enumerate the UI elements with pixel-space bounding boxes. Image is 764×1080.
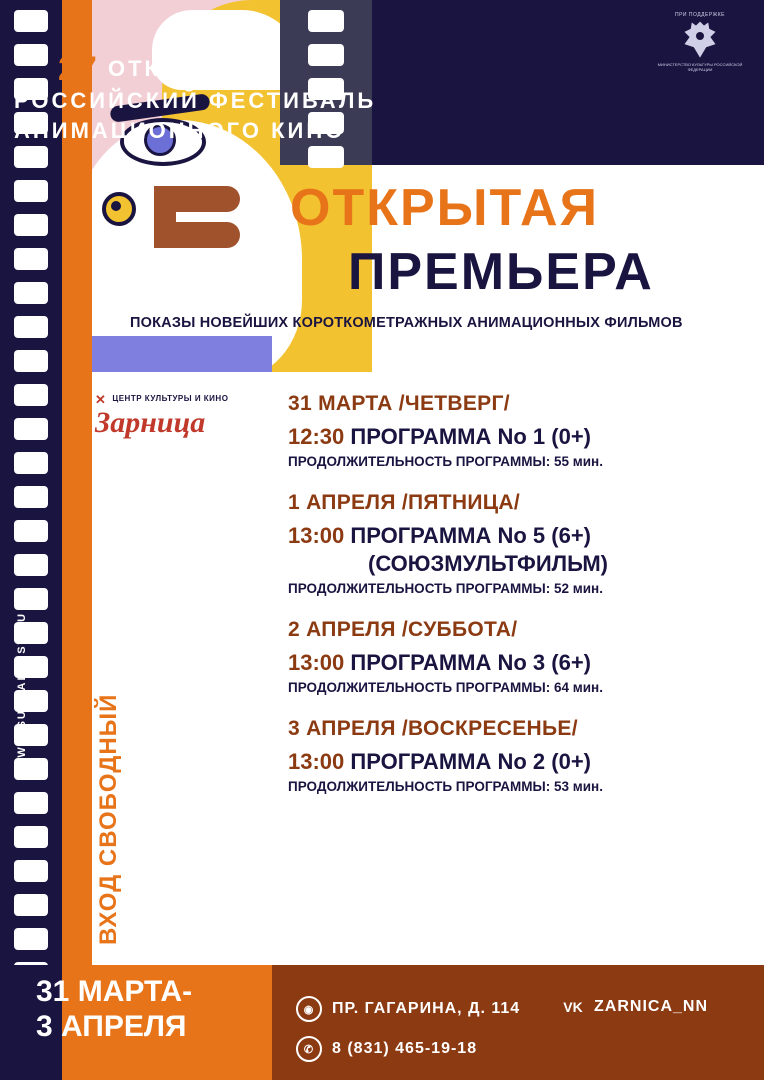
filmstrip-hole [308,146,344,168]
schedule-duration: ПРОДОЛЖИТЕЛЬНОСТЬ ПРОГРАММЫ: 53 мин. [288,779,603,794]
schedule-date: 3 АПРЕЛЯ /ВОСКРЕСЕНЬЕ/ [288,717,578,740]
filmstrip-hole [14,180,48,202]
schedule-program-line [288,424,748,450]
venue-logo [95,392,285,440]
festival-title-line3: АНИМАЦИОННОГО КИНО [14,118,346,143]
website-url: WWW.SUZDALFEST.RU [16,611,28,770]
footer-vk[interactable] [562,996,708,1018]
footer-phone [296,1036,477,1062]
beak-upper-shape [154,186,240,212]
footer-phone-text: 8 (831) 465-19-18 [332,1040,478,1057]
schedule-program: ПРОГРАММА No 1 (0+) [350,424,591,449]
bird-eye-pupil-shape [111,201,121,211]
free-entry-text: ВХОД СВОБОДНЫЙ [95,693,122,945]
schedule-program-line [288,523,748,549]
footer-vk-handle: ZARNICA_NN [594,998,708,1015]
schedule-duration: ПРОДОЛЖИТЕЛЬНОСТЬ ПРОГРАММЫ: 64 мин. [288,680,603,695]
double-headed-eagle-icon [682,20,718,60]
schedule-program-line [288,749,748,775]
filmstrip-hole [14,316,48,338]
schedule-program: ПРОГРАММА No 2 (0+) [350,749,591,774]
filmstrip-hole [14,860,48,882]
vk-icon: VK [563,999,583,1015]
schedule-item [288,618,748,695]
schedule-date: 1 АПРЕЛЯ /ПЯТНИЦА/ [288,491,521,514]
filmstrip-holes [14,10,48,1070]
location-pin-icon: ◉ [296,996,322,1022]
poster-subtitle: ПОКАЗЫ НОВЕЙШИХ КОРОТКОМЕТРАЖНЫХ АНИМАЦИОННЫХ ФИЛЬМОВ [130,315,683,331]
ministry-emblem [654,12,746,72]
emblem-support-caption: ПРИ ПОДДЕРЖКЕ [674,12,726,18]
schedule-date: 2 АПРЕЛЯ /СУББОТА/ [288,618,518,641]
venue-kicker: ЦЕНТР КУЛЬТУРЫ И КИНО [112,394,229,403]
footer-contacts-bar [272,965,764,1080]
filmstrip-hole [14,248,48,270]
venue-name: Зарница [95,406,206,439]
filmstrip-hole [14,384,48,406]
footer-dates [36,975,266,1044]
schedule-list [288,392,748,816]
filmstrip-hole [14,792,48,814]
filmstrip-hole [14,214,48,236]
schedule-duration: ПРОДОЛЖИТЕЛЬНОСТЬ ПРОГРАММЫ: 52 мин. [288,581,603,596]
schedule-program-line [288,650,748,676]
schedule-time: 13:00 [288,650,345,675]
filmstrip-hole [14,826,48,848]
filmstrip-hole [14,486,48,508]
schedule-time: 13:00 [288,749,345,774]
schedule-program-secondary: (СОЮЗМУЛЬТФИЛЬМ) [368,551,608,576]
venue-cross-icon: ✕ [95,392,106,407]
purple-strip-shape [92,336,272,372]
footer-address-text: ПР. ГАГАРИНА, Д. 114 [332,1000,521,1017]
schedule-duration: ПРОДОЛЖИТЕЛЬНОСТЬ ПРОГРАММЫ: 55 мин. [288,454,603,469]
filmstrip-hole [14,44,48,66]
schedule-time: 12:30 [288,424,345,449]
filmstrip-hole [14,146,48,168]
filmstrip-hole [308,10,344,32]
poster-title-line1: ОТКРЫТАЯ [290,179,599,237]
festival-edition-number: 27 [58,50,98,88]
festival-title-line1: ОТКРЫТЫЙ [108,56,263,81]
emblem-ministry-caption: МИНИСТЕРСТВО КУЛЬТУРЫ РОССИЙСКОЙ ФЕДЕРАЦИИ [657,62,743,73]
left-filmstrip [0,0,62,1080]
filmstrip-hole [14,928,48,950]
filmstrip-hole [14,350,48,372]
footer-dates-line1: 31 МАРТА- [36,975,193,1008]
schedule-program: ПРОГРАММА No 3 (6+) [350,650,591,675]
schedule-time: 13:00 [288,523,345,548]
filmstrip-hole [14,282,48,304]
schedule-item [288,717,748,794]
filmstrip-hole [14,520,48,542]
filmstrip-hole [14,452,48,474]
filmstrip-hole [14,10,48,32]
footer-dates-line2: 3 АПРЕЛЯ [36,1009,187,1043]
festival-title-line2: РОССИЙСКИЙ ФЕСТИВАЛЬ [14,88,377,113]
filmstrip-hole [14,894,48,916]
schedule-item [288,392,748,469]
orange-band [62,0,92,965]
filmstrip-hole [308,44,344,66]
schedule-item [288,491,748,596]
beak-lower-shape [154,222,240,248]
schedule-date: 31 МАРТА /ЧЕТВЕРГ/ [288,392,510,415]
filmstrip-hole [14,418,48,440]
phone-icon: ✆ [296,1036,322,1062]
schedule-program: ПРОГРАММА No 5 (6+) [350,523,591,548]
footer-address [296,996,520,1022]
poster-title-line2: ПРЕМЬЕРА [348,243,654,301]
